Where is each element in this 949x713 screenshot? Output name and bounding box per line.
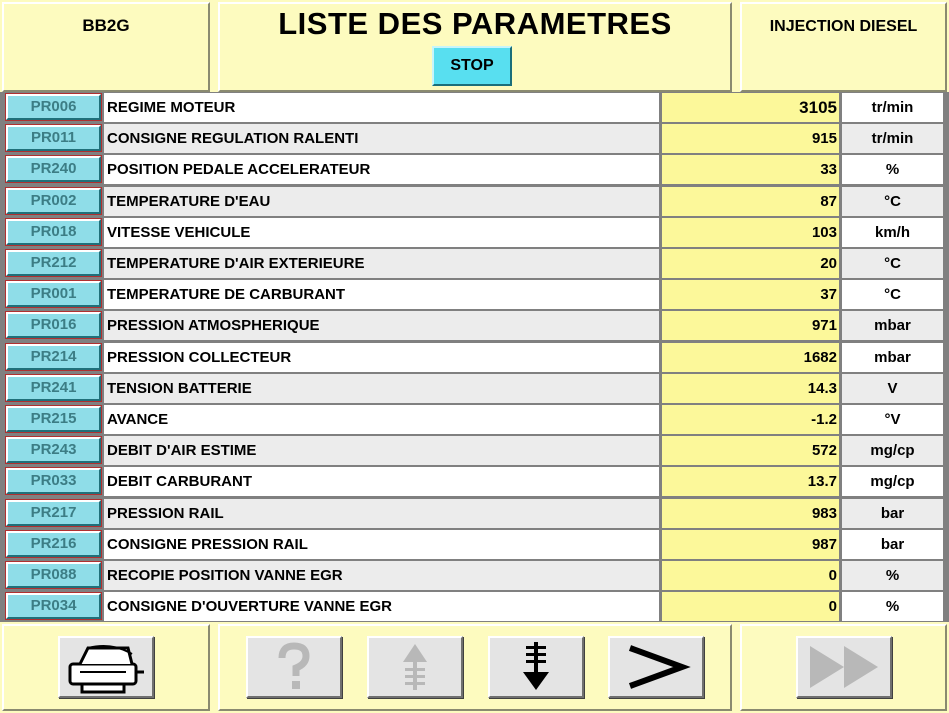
table-row xyxy=(0,92,949,123)
parameter-label: CONSIGNE D'OUVERTURE VANNE EGR xyxy=(104,592,659,621)
table-row xyxy=(0,591,949,622)
parameter-code-button[interactable]: PR006 xyxy=(6,94,101,120)
scroll-up-button[interactable] xyxy=(367,636,463,698)
parameter-label: PRESSION RAIL xyxy=(104,499,659,528)
parameter-label: TEMPERATURE D'AIR EXTERIEURE xyxy=(104,249,659,278)
toolbar xyxy=(0,622,949,713)
parameter-code-button[interactable]: PR016 xyxy=(6,312,101,338)
table-row xyxy=(0,217,949,248)
page-title: LISTE DES PARAMETRES xyxy=(278,6,672,41)
parameter-value: 987 xyxy=(662,530,839,559)
parameter-label: TEMPERATURE DE CARBURANT xyxy=(104,280,659,309)
parameter-label: AVANCE xyxy=(104,405,659,434)
arrow-down-icon xyxy=(490,638,582,696)
parameter-value: 14.3 xyxy=(662,374,839,403)
chevron-right-icon xyxy=(610,638,702,696)
parameter-code-button[interactable]: PR088 xyxy=(6,562,101,588)
parameter-unit: V xyxy=(842,374,943,403)
parameter-label: PRESSION ATMOSPHERIQUE xyxy=(104,311,659,340)
parameter-unit: °C xyxy=(842,249,943,278)
ecu-code: BB2G xyxy=(82,16,130,35)
parameter-unit: °V xyxy=(842,405,943,434)
parameter-label: RECOPIE POSITION VANNE EGR xyxy=(104,561,659,590)
parameter-value: 0 xyxy=(662,561,839,590)
parameter-value: 3105 xyxy=(662,93,839,122)
parameter-unit: % xyxy=(842,592,943,621)
parameter-label: CONSIGNE REGULATION RALENTI xyxy=(104,124,659,153)
parameter-unit: tr/min xyxy=(842,124,943,153)
system-panel xyxy=(740,2,947,92)
parameter-unit: km/h xyxy=(842,218,943,247)
parameter-unit: % xyxy=(842,561,943,590)
table-row xyxy=(0,529,949,560)
parameter-code-button[interactable]: PR011 xyxy=(6,125,101,151)
parameter-code-button[interactable]: PR243 xyxy=(6,437,101,463)
printer-icon xyxy=(60,638,152,696)
parameter-table xyxy=(0,92,949,622)
parameter-value: 572 xyxy=(662,436,839,465)
parameter-label: REGIME MOTEUR xyxy=(104,93,659,122)
parameter-label: PRESSION COLLECTEUR xyxy=(104,343,659,372)
parameter-code-button[interactable]: PR212 xyxy=(6,250,101,276)
parameter-code-button[interactable]: PR216 xyxy=(6,531,101,557)
parameter-value: 20 xyxy=(662,249,839,278)
table-row xyxy=(0,279,949,310)
help-button[interactable] xyxy=(246,636,342,698)
parameter-value: 1682 xyxy=(662,343,839,372)
parameter-label: TEMPERATURE D'EAU xyxy=(104,187,659,216)
parameter-value: 971 xyxy=(662,311,839,340)
arrow-up-icon xyxy=(369,638,461,696)
table-row xyxy=(0,435,949,466)
parameter-value: 87 xyxy=(662,187,839,216)
parameter-code-button[interactable]: PR215 xyxy=(6,406,101,432)
parameter-unit: bar xyxy=(842,499,943,528)
scroll-down-button[interactable] xyxy=(488,636,584,698)
fast-forward-icon xyxy=(798,638,890,696)
title-panel xyxy=(218,2,732,92)
parameter-code-button[interactable]: PR214 xyxy=(6,344,101,370)
parameter-value: 33 xyxy=(662,155,839,184)
parameter-value: 0 xyxy=(662,592,839,621)
parameter-unit: mbar xyxy=(842,343,943,372)
table-row xyxy=(0,310,949,341)
toolbar-center-panel xyxy=(218,624,732,711)
header xyxy=(0,0,949,94)
table-row xyxy=(0,373,949,404)
table-row xyxy=(0,466,949,497)
parameter-unit: bar xyxy=(842,530,943,559)
fast-forward-button[interactable] xyxy=(796,636,892,698)
parameter-code-button[interactable]: PR033 xyxy=(6,468,101,494)
parameter-unit: mg/cp xyxy=(842,436,943,465)
toolbar-left-panel xyxy=(2,624,210,711)
next-button[interactable] xyxy=(608,636,704,698)
parameter-value: 983 xyxy=(662,499,839,528)
parameter-unit: mg/cp xyxy=(842,467,943,496)
table-row xyxy=(0,248,949,279)
parameter-code-button[interactable]: PR034 xyxy=(6,593,101,619)
parameter-unit: mbar xyxy=(842,311,943,340)
toolbar-right-panel xyxy=(740,624,947,711)
parameter-code-button[interactable]: PR241 xyxy=(6,375,101,401)
parameter-unit: % xyxy=(842,155,943,184)
question-mark-icon xyxy=(248,638,340,696)
table-row xyxy=(0,342,949,373)
parameter-value: 915 xyxy=(662,124,839,153)
parameter-value: 103 xyxy=(662,218,839,247)
table-row xyxy=(0,186,949,217)
parameter-label: CONSIGNE PRESSION RAIL xyxy=(104,530,659,559)
parameter-value: 13.7 xyxy=(662,467,839,496)
parameter-label: TENSION BATTERIE xyxy=(104,374,659,403)
parameter-code-button[interactable]: PR002 xyxy=(6,188,101,214)
print-button[interactable] xyxy=(58,636,154,698)
parameter-code-button[interactable]: PR018 xyxy=(6,219,101,245)
parameter-unit: °C xyxy=(842,187,943,216)
parameter-unit: °C xyxy=(842,280,943,309)
parameter-label: POSITION PEDALE ACCELERATEUR xyxy=(104,155,659,184)
parameter-value: -1.2 xyxy=(662,405,839,434)
parameter-label: VITESSE VEHICULE xyxy=(104,218,659,247)
parameter-code-button[interactable]: PR217 xyxy=(6,500,101,526)
table-row xyxy=(0,560,949,591)
parameter-label: DEBIT D'AIR ESTIME xyxy=(104,436,659,465)
system-name: INJECTION DIESEL xyxy=(769,18,918,35)
parameter-code-button[interactable]: PR001 xyxy=(6,281,101,307)
table-row xyxy=(0,123,949,154)
table-row xyxy=(0,154,949,185)
table-row xyxy=(0,404,949,435)
ecu-panel xyxy=(2,2,210,92)
stop-button[interactable]: STOP xyxy=(432,46,512,86)
parameter-value: 37 xyxy=(662,280,839,309)
parameter-code-button[interactable]: PR240 xyxy=(6,156,101,182)
table-row xyxy=(0,498,949,529)
parameter-label: DEBIT CARBURANT xyxy=(104,467,659,496)
parameter-unit: tr/min xyxy=(842,93,943,122)
